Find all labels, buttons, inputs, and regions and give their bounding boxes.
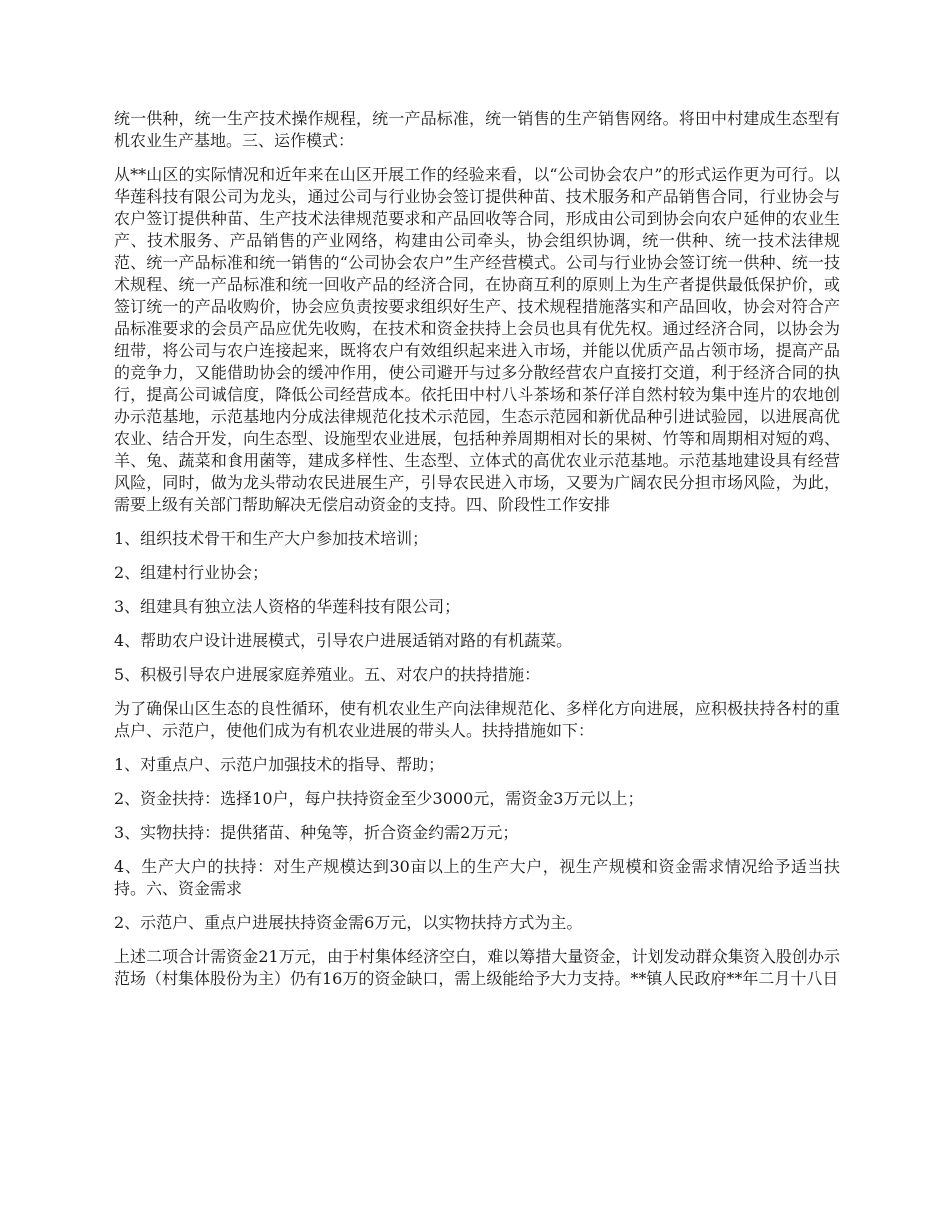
paragraph-support-item-3: 3、实物扶持：提供猪苗、种兔等，折合资金约需2万元；: [114, 823, 519, 842]
document-body: [114, 108, 840, 1002]
paragraph-work-item-4: 4、帮助农户设计进展模式，引导农户进展适销对路的有机蔬菜。: [114, 631, 573, 650]
paragraph-support-item-1: 1、对重点户、示范户加强技术的指导、帮助；: [114, 755, 445, 774]
paragraph-work-item-1: 1、组织技术骨干和生产大户参加技术培训；: [114, 529, 429, 548]
paragraph-funding-summary: 上述二项合计需资金21万元，由于村集体经济空白，难以筹措大量资金，计划发动群众集资入股创办示范场（村集体股份为主）仍有16万的资金缺口，需上级能给予大力支持。**镇人民政府**年二月十八日: [114, 947, 840, 988]
paragraph-work-item-2: 2、组建村行业协会；: [114, 563, 269, 582]
paragraph-support-intro: 为了确保山区生态的良性循环，使有机农业生产向法律规范化、多样化方向进展，应积极扶持各村的重点户、示范户，使他们成为有机农业进展的带头人。扶持措施如下：: [114, 699, 840, 740]
paragraph-operation-model: 从**山区的实际情况和近年来在山区开展工作的经验来看，以“公司协会农户”的形式运作更为可行。以华莲科技有限公司为龙头，通过公司与行业协会签订提供种苗、技术服务和产品销售合同，行业协会与农户签订提供种苗、生产技术法律规范要求和产品回收等合同，形成由公司到协会向农户延伸的农业生产、技术服务、产品销售的产业网络，构建由公司牵头，协会组织协调，统一供种、统一技术法律规范、统一产品标准和统一销售的“公司协会农户”生产经营模式。公司与行业协会签订统一供种、统一技术规程、统一产品标准和统一回收产品的经济合同，在协商互利的原则上为生产者提供最低保护价，或签订统一的产品收购价，协会应负责按要求组织好生产、技术规程措施落实和产品回收，协会对符合产品标准要求的会员产品应优先收购，在技术和资金扶持上会员也具有优先权。通过经济合同，以协会为纽带，将公司与农户连接起来，既将农户有效组织起来进入市场，并能以优质产品占领市场，提高产品的竞争力，又能借助协会的缓冲作用，使公司避开与过多分散经营农户直接打交道，利于经济合同的执行，提高公司诚信度，降低公司经营成本。依托田中村八斗茶场和茶仔洋自然村较为集中连片的农地创办示范基地，示范基地内分成法律规范化技术示范园，生态示范园和新优品种引进试验园，以进展高优农业、结合开发，向生态型、设施型农业进展，包括种养周期相对长的果树、竹等和周期相对短的鸡、羊、兔、蔬菜和食用菌等，建成多样性、生态型、立体式的高优农业示范基地。示范基地建设具有经营风险，同时，做为龙头带动农民进展生产，引导农民进入市场，又要为广阔农民分担市场风险，为此，需要上级有关部门帮助解决无偿启动资金的支持。四、阶段性工作安排: [114, 165, 840, 514]
paragraph-operation-mode-intro: 统一供种，统一生产技术操作规程，统一产品标准，统一销售的生产销售网络。将田中村建成生态型有机农业生产基地。三、运作模式：: [114, 109, 840, 150]
paragraph-support-item-4: 4、生产大户的扶持：对生产规模达到30亩以上的生产大户，视生产规模和资金需求情况给予适当扶持。六、资金需求: [114, 857, 840, 898]
paragraph-support-item-2: 2、资金扶持：选择10户，每户扶持资金至少3000元，需资金3万元以上；: [114, 789, 644, 808]
paragraph-work-item-3: 3、组建具有独立法人资格的华莲科技有限公司；: [114, 597, 461, 616]
paragraph-funding-item-2: 2、示范户、重点户进展扶持资金需6万元，以实物扶持方式为主。: [114, 913, 583, 932]
paragraph-work-item-5: 5、积极引导农户进展家庭养殖业。五、对农户的扶持措施：: [114, 665, 541, 684]
